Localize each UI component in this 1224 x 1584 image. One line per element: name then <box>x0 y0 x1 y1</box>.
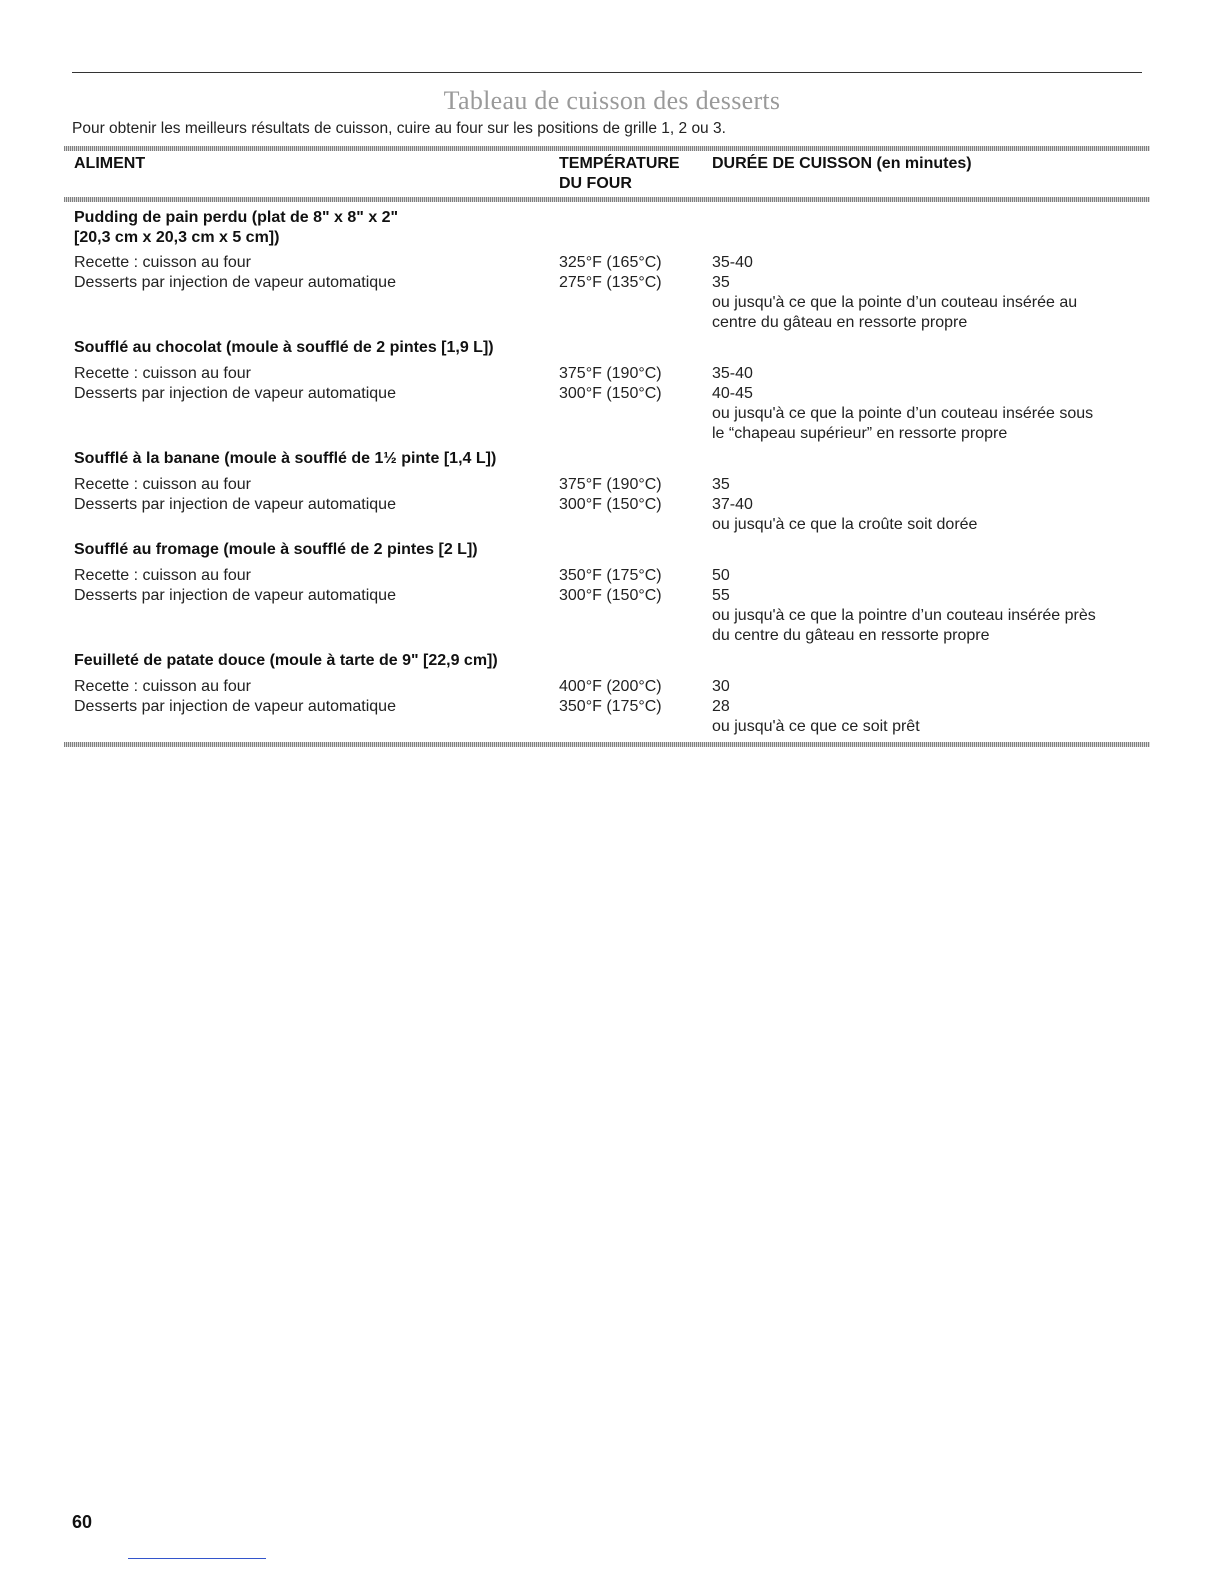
row-temp: 375°F (190°C) <box>559 365 662 382</box>
row-method: Recette : cuisson au four <box>74 365 251 382</box>
row-temp: 325°F (165°C) <box>559 254 662 271</box>
row-method: Desserts par injection de vapeur automatique <box>74 274 396 291</box>
row-time: 35-40 <box>712 365 753 382</box>
section-title-line2: [20,3 cm x 20,3 cm x 5 cm]) <box>74 229 280 246</box>
page-number: 60 <box>72 1512 93 1532</box>
row-time: 28 <box>712 698 730 715</box>
row-time: 40-45 <box>712 385 753 402</box>
footer-link-underline <box>128 1558 266 1559</box>
section-title: Soufflé au chocolat (moule à soufflé de 2 pintes [1,9 L]) <box>74 339 494 356</box>
row-note: ou jusqu'à ce que la pointe d’un couteau insérée sous <box>712 405 1094 422</box>
row-method: Desserts par injection de vapeur automatique <box>74 587 396 604</box>
row-method: Desserts par injection de vapeur automatique <box>74 496 396 513</box>
row-method: Recette : cuisson au four <box>74 567 251 584</box>
header-top-divider <box>64 146 1150 151</box>
row-time: 55 <box>712 587 730 604</box>
row-temp: 350°F (175°C) <box>559 698 662 715</box>
header-temp-line1: TEMPÉRATURE <box>559 155 680 172</box>
top-rule <box>72 72 1142 73</box>
row-time: 30 <box>712 678 730 695</box>
section-title: Soufflé au fromage (moule à soufflé de 2 pintes [2 L]) <box>74 541 478 558</box>
section-title: Feuilleté de patate douce (moule à tarte de 9" [22,9 cm]) <box>74 652 498 669</box>
row-note-line2: centre du gâteau en ressorte propre <box>712 314 968 331</box>
row-method: Recette : cuisson au four <box>74 678 251 695</box>
row-note-line2: le “chapeau supérieur” en ressorte propre <box>712 425 1008 442</box>
row-temp: 400°F (200°C) <box>559 678 662 695</box>
header-bottom-divider <box>64 197 1150 202</box>
table-bottom-divider <box>64 742 1150 747</box>
row-note: ou jusqu'à ce que la pointe d’un couteau insérée au <box>712 294 1078 311</box>
row-temp: 300°F (150°C) <box>559 587 662 604</box>
row-temp: 350°F (175°C) <box>559 567 662 584</box>
row-note: ou jusqu'à ce que ce soit prêt <box>712 718 920 735</box>
row-method: Desserts par injection de vapeur automatique <box>74 698 396 715</box>
row-temp: 275°F (135°C) <box>559 274 662 291</box>
row-method: Recette : cuisson au four <box>74 476 251 493</box>
row-method: Recette : cuisson au four <box>74 254 251 271</box>
header-temp-line2: DU FOUR <box>559 175 632 192</box>
row-note: ou jusqu'à ce que la croûte soit dorée <box>712 516 978 533</box>
row-time: 50 <box>712 567 730 584</box>
row-time: 35 <box>712 274 730 291</box>
row-note-line2: du centre du gâteau en ressorte propre <box>712 627 990 644</box>
section-title: Pudding de pain perdu (plat de 8" x 8" x 2" <box>74 209 399 226</box>
intro-text: Pour obtenir les meilleurs résultats de cuisson, cuire au four sur les positions de grille 1, 2 ou 3. <box>72 120 726 137</box>
row-note: ou jusqu'à ce que la pointre d’un couteau insérée près <box>712 607 1096 624</box>
row-method: Desserts par injection de vapeur automatique <box>74 385 396 402</box>
row-temp: 300°F (150°C) <box>559 385 662 402</box>
header-food: ALIMENT <box>74 155 146 172</box>
row-time: 37-40 <box>712 496 753 513</box>
row-temp: 300°F (150°C) <box>559 496 662 513</box>
row-time: 35-40 <box>712 254 753 271</box>
header-time: DURÉE DE CUISSON (en minutes) <box>712 155 972 172</box>
section-title: Soufflé à la banane (moule à soufflé de 1½ pinte [1,4 L]) <box>74 450 497 467</box>
page-title: Tableau de cuisson des desserts <box>443 86 781 115</box>
row-time: 35 <box>712 476 730 493</box>
row-temp: 375°F (190°C) <box>559 476 662 493</box>
